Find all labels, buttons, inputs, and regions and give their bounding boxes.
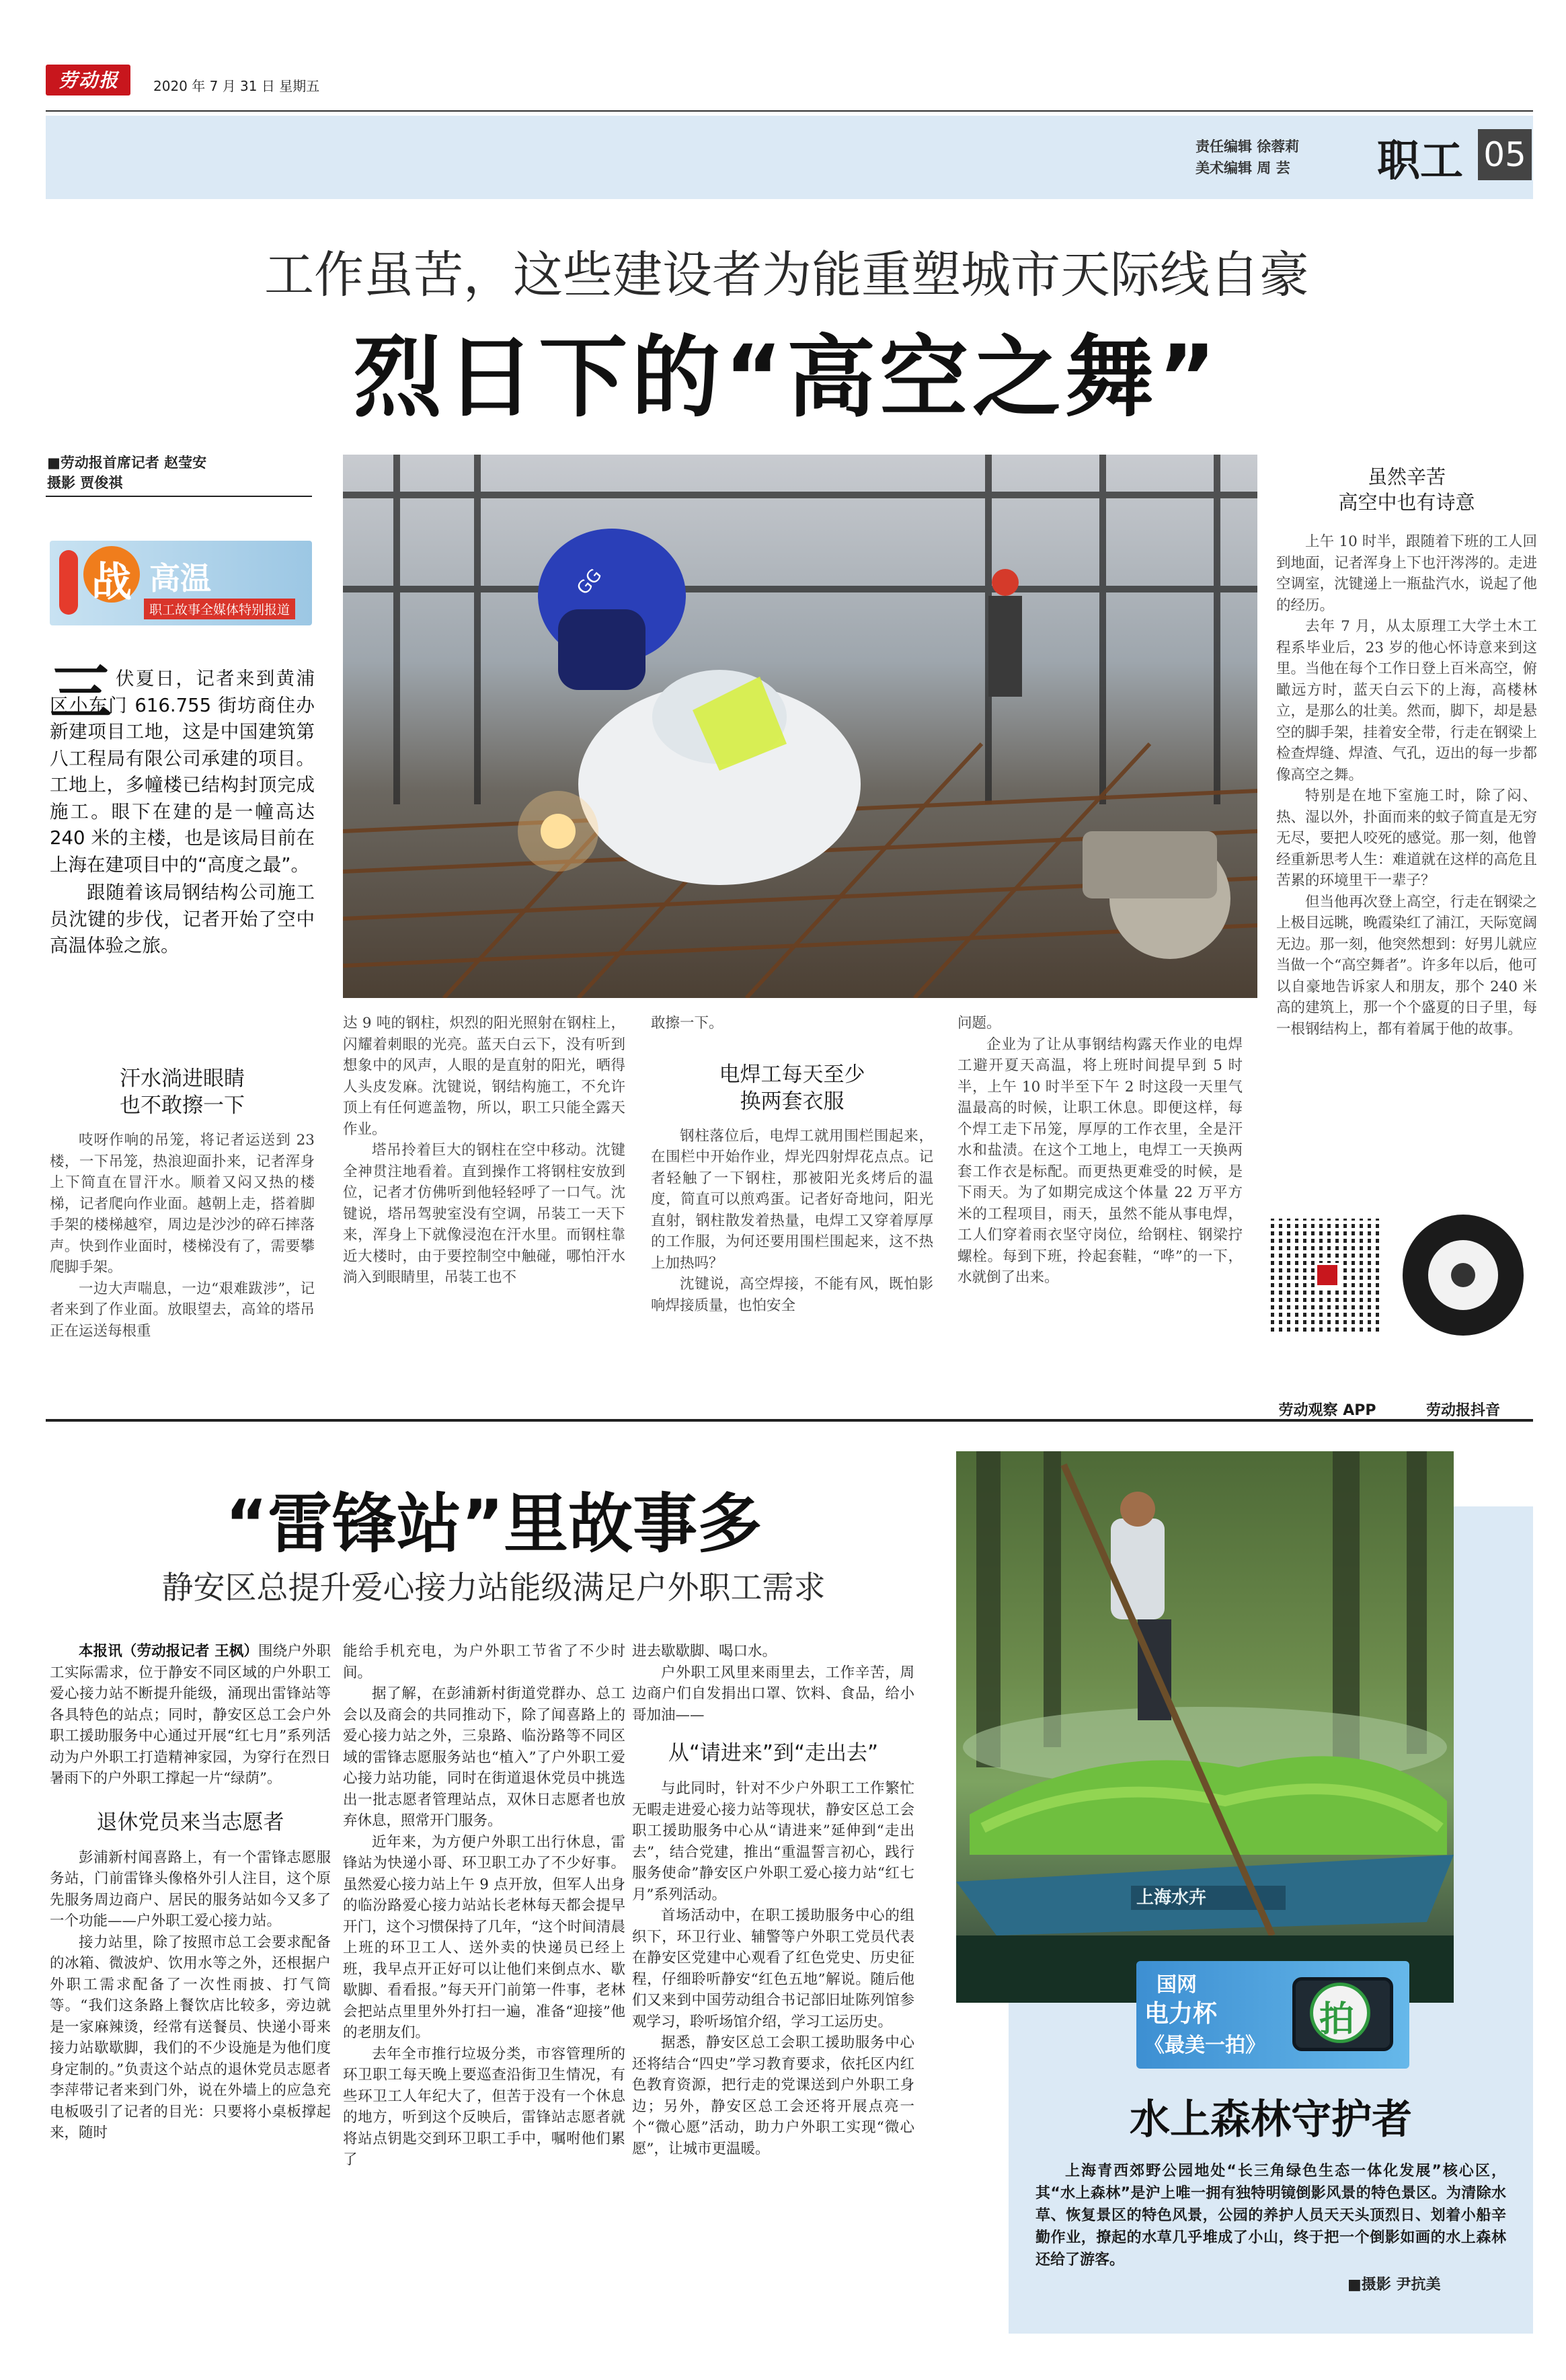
story1-side-column bbox=[1276, 464, 1537, 1040]
col1-para-1: 吱呀作响的吊笼，将记者运送到 23 楼，一下吊笼，热浪迎面扑来，记者浑身上下简直在冒汗水。顺着又闷又热的楼梯，记者爬向作业面。越朝上走，搭着脚手架的楼梯越窄，周边是沙沙的碎石摔落声。快到作业面时，楼梯没有了，需要攀爬脚手架。 bbox=[50, 1132, 315, 1276]
contest-line-1: 国网 bbox=[1157, 1973, 1197, 1997]
story1-kicker: 工作虽苦，这些建设者为能重塑城市天际线自豪 bbox=[264, 246, 1309, 304]
story2-col-3 bbox=[632, 1641, 914, 2159]
story2-subhead: 静安区总提升爱心接力站能级满足户外职工需求 bbox=[161, 1570, 826, 1607]
qr-code-app[interactable] bbox=[1267, 1215, 1388, 1336]
contest-line-2: 电力杯 bbox=[1144, 2000, 1218, 2028]
qr-code-douyin[interactable] bbox=[1403, 1215, 1524, 1336]
lead-para-2: 跟随着该局钢结构公司施工员沈键的步伐，记者开始了空中高温体验之旅。 bbox=[50, 882, 315, 956]
col1-para-2: 一边大声喘息，一边“艰难跋涉”，记者来到了作业面。放眼望去，高耸的塔吊正在运送每根重 bbox=[50, 1280, 315, 1340]
contest-badge bbox=[1136, 1961, 1409, 2069]
hightemp-badge bbox=[50, 541, 312, 625]
story2-col2-para-3: 近年来，为方便户外职工出行休息，雷锋站为快递小哥、环卫职工办了不少好事。虽然爱心接力站上午 9 点开放，但军人出身的临汾路爱心接力站站长老林每天都会提早开门，这个习惯保持了几年，“这个时间清晨上班的环卫工人、送外卖的快递员已经上班，我早点开正好可以让他们来倒点水、歇歇脚、看看报。”每天开门前第一件事，老林会把站点里里外外打扫一遍，准备“迎接”他的老朋友们。 bbox=[343, 1833, 625, 2041]
side-para-2: 去年 7 月，从太原理工大学土木工程系毕业后，23 岁的他心怀诗意来到这里。当他在每个工作日登上百米高空，俯瞰远方时，蓝天白云下的上海，高楼林立，是那么的壮美。然而，脚下，却是悬空的脚手架，挂着安全带，行走在钢梁上检查焊缝、焊渣、气孔，迈出的每一步都像高空之舞。 bbox=[1276, 618, 1537, 783]
story-separator bbox=[46, 1419, 1533, 1422]
welder-scene bbox=[343, 455, 1257, 998]
logo-text: 劳动报 bbox=[58, 69, 119, 91]
thermometer-icon bbox=[59, 550, 78, 615]
side-title-2: 高空中也有诗意 bbox=[1338, 491, 1475, 514]
story2-sec1-title: 退休党员来当志愿者 bbox=[96, 1810, 284, 1835]
boat-scene bbox=[956, 1451, 1454, 2003]
story1-byline-1: ■劳动报首席记者 赵莹安 bbox=[47, 455, 207, 471]
byline-rule bbox=[46, 496, 312, 497]
page-header-band bbox=[46, 116, 1533, 199]
lead-para-1: 伏夏日，记者来到黄浦区小东门 616.755 街坊商住办新建项目工地，这是中国建筑第八工程局有限公司承建的项目。工地上，多幢楼已结构封顶完成施工。眼下在建的是一幢高达 240 米的主楼，也是该局目前在上海在建项目中的“高度之最”。 bbox=[50, 668, 315, 876]
badge-big-char: 战 bbox=[91, 559, 132, 606]
story2-headline: “雷锋站”里故事多 bbox=[225, 1486, 762, 1562]
story2-col3-para-5: 据悉，静安区总工会职工援助服务中心还将结合“四史”学习教育要求，依托区内红色教育资源，把行走的党课送到户外职工身边；另外，静安区总工会还将开展点亮一个“微心愿”活动，助力户外职工实现“微心愿”，让城市更温暖。 bbox=[632, 2034, 914, 2157]
story1-col-1 bbox=[50, 1036, 315, 1342]
side-para-4: 但当他再次登上高空，行走在钢梁之上极目远眺，晚霞染红了浦江，天际宽阔无边。那一刻，他突然想到：好男儿就应当做一个“高空舞者”。许多年以后，他可以自豪地告诉家人和朋友，那个 240 米高的建筑上，那一个个盛夏的日子里，每一根钢结构上，都有着属于他的故事。 bbox=[1276, 893, 1537, 1038]
story2-col2-para-1: 能给手机充电，为户外职工节省了不少时间。 bbox=[343, 1643, 625, 1681]
masthead bbox=[46, 61, 1533, 102]
welder-photo bbox=[343, 455, 1257, 998]
sec2-title-1: 电焊工每天至少 bbox=[719, 1062, 865, 1087]
story2-col1-para-3: 接力站里，除了按照市总工会要求配备的冰箱、微波炉、饮用水等之外，还根据户外职工需求配备了一次性雨披、打气筒等。“我们这条路上餐饮店比较多，旁边就是一家麻辣烫，经常有送餐员、快递小哥来接力站歇歇脚，我们的不少设施是为他们度身定制的。”负责这个站点的退休党员志愿者李萍带记者来到门外，说在外墙上的应急充电板吸引了记者的目光：只要将小桌板撑起来，随时 bbox=[50, 1933, 331, 2141]
story3-credit: ■摄影 尹抗美 bbox=[1347, 2276, 1441, 2293]
masthead-rule bbox=[46, 110, 1533, 112]
side-title-1: 虽然辛苦 bbox=[1367, 465, 1446, 488]
col3-para-3: 沈键说，高空焊接，不能有风，既怕影响焊接质量，也怕安全 bbox=[651, 1276, 933, 1314]
sec2-title-2: 换两套衣服 bbox=[740, 1089, 845, 1114]
col2-para-1: 达 9 吨的钢柱，炽烈的阳光照射在钢柱上，闪耀着刺眼的光亮。蓝天白云下，没有听到想象中的风声，人眼的是直射的阳光，晒得人头皮发麻。沈键说，钢结构施工，不允许顶上有任何遮盖物，所以，职工只能全露天作业。 bbox=[343, 1015, 625, 1138]
story3-caption: 上海青西郊野公园地处“长三角绿色生态一体化发展”核心区，其“水上森林”是沪上唯一拥有独特明镜倒影风景的特色景区。为清除水草、恢复景区的特色风景，公园的养护人员天天头顶烈日、划着小船辛勤作业，撩起的水草几乎堆成了小山，终于把一个倒影如画的水上森林还给了游客。 bbox=[1035, 2163, 1506, 2268]
story2-col-2 bbox=[343, 1641, 625, 2171]
story1-col-3 bbox=[651, 1013, 933, 1316]
sec1-title-2: 也不敢擦一下 bbox=[120, 1093, 245, 1118]
side-para-1: 上午 10 时半，跟随着下班的工人回到地面，记者浑身上下也汗涔涔的。走进空调室，沈键递上一瓶盐汽水，说起了他的经历。 bbox=[1276, 533, 1537, 614]
badge-word: 高温 bbox=[149, 560, 211, 597]
contest-line-3: 《最美一拍》 bbox=[1144, 2034, 1265, 2057]
editor-line-2: 美术编辑 周 芸 bbox=[1196, 160, 1290, 176]
section-name: 职工 bbox=[1377, 136, 1463, 186]
story2-byline: 本报讯（劳动报记者 王枫） bbox=[79, 1643, 259, 1660]
story2-col2-para-2: 据了解，在彭浦新村街道党群办、总工会以及商会的共同推动下，除了闻喜路上的爱心接力站之外，三泉路、临汾路等不同区域的雷锋志愿服务站也“植入”了户外职工爱心接力站功能，同时在街道退休党员中挑选出一批志愿者管理站点，双休日志愿者也放弃休息，照常开门服务。 bbox=[343, 1685, 625, 1829]
story2-col2-para-4: 去年全市推行垃圾分类，市容管理所的环卫职工每天晚上要巡查沿街卫生情况，有些环卫工人年纪大了，但苦于没有一个休息的地方，听到这个反映后，雷锋站志愿者就将站点钥匙交到环卫职工手中，嘱咐他们累了 bbox=[343, 2045, 625, 2168]
col3-para-2: 钢柱落位后，电焊工就用围栏围起来，在围栏中开始作业，焊光四射焊花点点。记者轻触了一下钢柱，那被阳光炙烤后的温度，简直可以煎鸡蛋。记者好奇地问，阳光直射，钢柱散发着热量，电焊工又穿着厚厚的工作服，为何还要用围栏围起来，这不热上加热吗？ bbox=[651, 1127, 933, 1272]
badge-caption: 职工故事全媒体特别报道 bbox=[144, 599, 295, 619]
story2-col3-para-2: 户外职工风里来雨里去，工作辛苦，周边商户们自发捐出口罩、饮料、食品，给小哥加油—— bbox=[632, 1664, 914, 1724]
story2-col1-para-2: 彭浦新村闻喜路上，有一个雷锋志愿服务站，门前雷锋头像格外引人注目，这个原先服务周边商户、居民的服务站如今又多了一个功能——户外职工爱心接力站。 bbox=[50, 1849, 331, 1929]
qr-label-douyin: 劳动报抖音 bbox=[1425, 1402, 1500, 1419]
douyin-icon bbox=[1451, 1263, 1475, 1287]
col4-para-1: 问题。 bbox=[957, 1015, 1001, 1032]
story2-col3-para-1: 进去歇歇脚、喝口水。 bbox=[632, 1643, 777, 1660]
dropcap: 三 bbox=[50, 656, 112, 729]
story1-headline: 烈日下的“高空之舞” bbox=[353, 326, 1220, 430]
helmet-logo-text: GG bbox=[573, 565, 606, 599]
story1-byline-2: 摄影 贾俊祺 bbox=[47, 475, 123, 491]
col3-para-1: 敢擦一下。 bbox=[651, 1015, 723, 1032]
story1-col-4 bbox=[957, 1013, 1243, 1289]
story2-col-1 bbox=[50, 1641, 331, 2144]
story1-col-2 bbox=[343, 1013, 625, 1289]
col4-para-2: 企业为了让从事钢结构露天作业的电焊工避开夏天高温，将上班时间提早到 5 时半，上午 10 时半至下午 2 时这段一天里气温最高的时候，让职工休息。即便这样，每个焊工走下吊笼，厚厚的工作衣里，全是汗水和盐渍。在这个工地上，电焊工一天换两套工作衣是标配。而更热更难受的时候，是下雨天。为了如期完成这个体量 22 万平方米的工程项目，雨天，虽然不能从事电焊，工人们穿着雨衣坚守岗位，给钢柱、钢梁拧螺栓。每到下班，拎起套鞋，“哗”的一下，水就倒了出来。 bbox=[957, 1036, 1243, 1286]
story2-sec2-title: 从“请进来”到“走出去” bbox=[668, 1741, 879, 1765]
story1-lead bbox=[50, 656, 315, 960]
col2-para-2: 塔吊拎着巨大的钢柱在空中移动。沈键全神贯注地看着。直到操作工将钢柱安放到位，记者才仿佛听到他轻轻呼了一口气。沈键说，塔吊驾驶室没有空调，吊装工一天下来，浑身上下就像浸泡在汗水里。而钢柱靠近大楼时，由于要控制空中触碰，哪怕汗水淌入到眼睛里，吊装工也不 bbox=[343, 1142, 625, 1286]
story2-col1-para-1: 围绕户外职工实际需求，位于静安不同区域的户外职工爱心接力站不断提升能级，涌现出雷锋站等各具特色的站点；同时，静安区总工会户外职工援助服务中心通过开展“红七月”系列活动为户外职工打造精神家园，为穿行在烈日暑雨下的户外职工撑起一片“绿荫”。 bbox=[50, 1643, 331, 1787]
contest-char: 拍 bbox=[1319, 1999, 1355, 2040]
boat-lettering: 上海水卉 bbox=[1136, 1888, 1207, 1908]
editor-line-1: 责任编辑 徐蓉莉 bbox=[1196, 139, 1300, 155]
sec1-title-1: 汗水淌进眼睛 bbox=[120, 1067, 245, 1091]
app-logo-icon bbox=[1315, 1263, 1339, 1287]
boat-photo bbox=[956, 1451, 1454, 2003]
page-number: 05 bbox=[1478, 129, 1532, 180]
qr-label-app: 劳动观察 APP bbox=[1278, 1402, 1376, 1419]
date-line: 2020 年 7 月 31 日 星期五 bbox=[153, 78, 320, 94]
story2-col3-para-4: 首场活动中，在职工援助服务中心的组织下，环卫行业、辅警等户外职工党员代表在静安区党建中心观看了红色党史、历史征程，仔细聆听静安“红色五地”解说。随后他们又来到中国劳动组合书记部旧址陈列馆参观学习，聆听场馆介绍，学习工运历史。 bbox=[632, 1907, 914, 2030]
story3-headline: 水上森林守护者 bbox=[1130, 2096, 1412, 2143]
story2-col3-para-3: 与此同时，针对不少户外职工工作繁忙无暇走进爱心接力站等现状，静安区总工会职工援助服务中心从“请进来”延伸到“走出去”，结合党建，推出“重温誓言初心，践行服务使命”静安区户外职工爱心接力站“红七月”系列活动。 bbox=[632, 1780, 914, 1903]
side-para-3: 特别是在地下室施工时，除了闷、热、湿以外，扑面而来的蚊子简直是无穷无尽，要把人咬死的感觉。那一刻，他曾经重新思考人生：难道就在这样的高危且苦累的环境里干一辈子？ bbox=[1276, 788, 1537, 889]
